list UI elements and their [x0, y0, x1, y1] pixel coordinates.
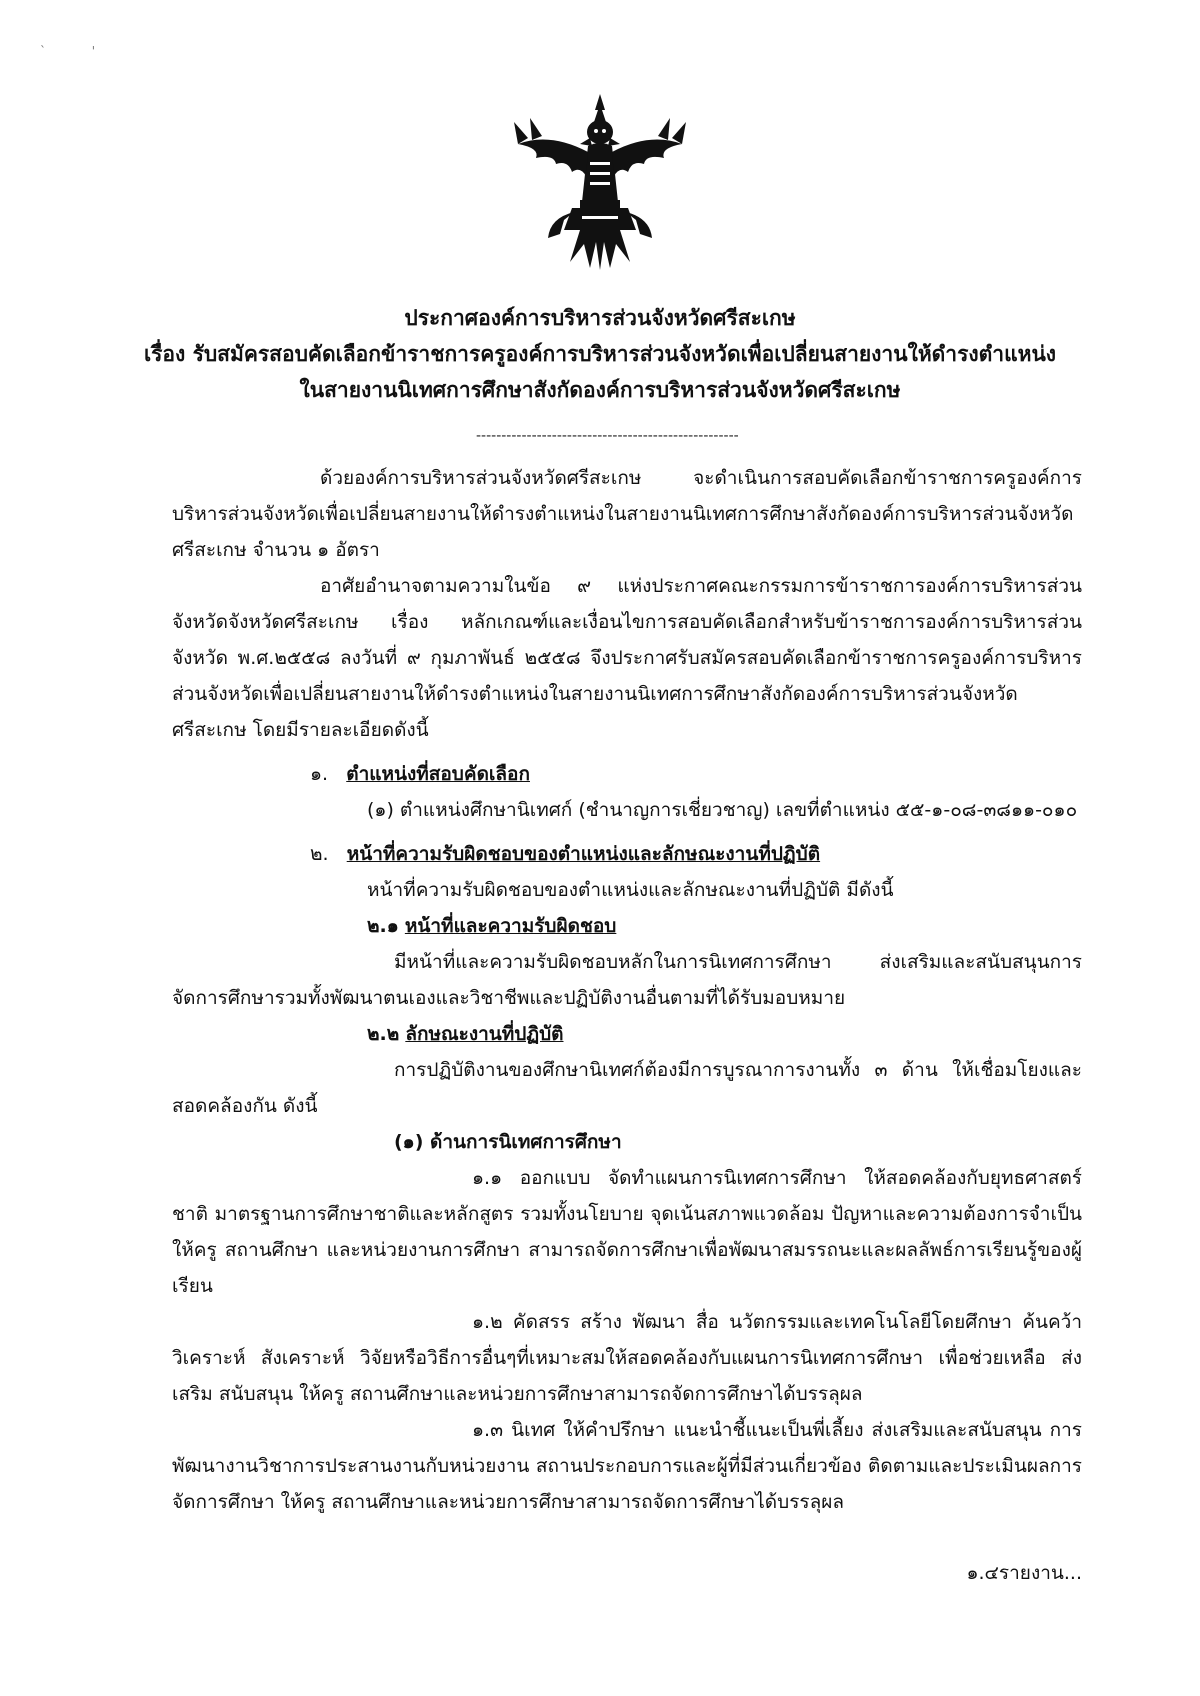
item-1-1: ๑.๑ ออกแบบ จัดทำแผนการนิเทศการศึกษา ให้สอดคล้องกับยุทธศาสตร์ชาติ มาตรฐานการศึกษาชาติและหลักสูตร รวมทั้งนโยบาย จุดเน้นสภาพแวดล้อม ปัญหาและความต้องการจำเป็น ให้ครู สถานศึกษา และหน่วยงานการศึกษา สามารถจัดการศึกษาเพื่อพัฒนาสมรรถนะและผลลัพธ์การเรียนรู้ของผู้เรียน — [172, 1167, 1082, 1297]
item-1-3: ๑.๓ นิเทศ ให้คำปรึกษา แนะนำชี้แนะเป็นพี่เลี้ยง ส่งเสริมและสนับสนุน การพัฒนางานวิชาการประสานงานกับหน่วยงาน สถานประกอบการและผู้ที่มีส่วนเกี่ยวข้อง ติดตามและประเมินผลการจัดการศึกษา ให้ครู สถานศึกษาและหน่วยการศึกษาสามารถจัดการศึกษาได้บรรลุผล — [172, 1419, 1082, 1513]
section-1-number: ๑. — [310, 763, 329, 785]
section-2-heading — [172, 836, 1082, 872]
section-1-title: ตำแหน่งที่สอบคัดเลือก — [346, 763, 530, 785]
announcement-title: ประกาศองค์การบริหารส่วนจังหวัดศรีสะเกษ — [404, 306, 796, 330]
section-2-number: ๒. — [310, 843, 329, 865]
section-2-2-number: ๒.๒ — [367, 1023, 400, 1045]
item-1-2: ๑.๒ คัดสรร สร้าง พัฒนา สื่อ นวัตกรรมและเทคโนโลยีโดยศึกษา ค้นคว้า วิเคราะห์ สังเคราะห์ วิจัยหรือวิธีการอื่นๆที่เหมาะสมให้สอดคล้องกับแผนการนิเทศการศึกษา เพื่อช่วยเหลือ ส่งเสริม สนับสนุน ให้ครู สถานศึกษาและหน่วยการศึกษาสามารถจัดการศึกษาได้บรรลุผล — [172, 1311, 1082, 1405]
section-2-1-text: มีหน้าที่และความรับผิดชอบหลักในการนิเทศการศึกษา ส่งเสริมและสนับสนุนการจัดการศึกษารวมทั้งพัฒนาตนเองและวิชาชีพและปฏิบัติงานอื่นตามที่ได้รับมอบหมาย — [172, 951, 1082, 1009]
section-2-2-heading — [172, 1016, 1082, 1052]
section-2-2-title: ลักษณะงานที่ปฏิบัติ — [405, 1023, 564, 1045]
section-2-title: หน้าที่ความรับผิดชอบของตำแหน่งและลักษณะงานที่ปฏิบัติ — [346, 843, 821, 865]
section-2-1-heading — [172, 908, 1082, 944]
announcement-heading — [0, 300, 1200, 408]
section-2-2-text: การปฏิบัติงานของศึกษานิเทศก์ต้องมีการบูรณาการงานทั้ง ๓ ด้าน ให้เชื่อมโยงและสอดคล้องกัน ดังนี้ — [172, 1059, 1082, 1117]
section-2-lead: หน้าที่ความรับผิดชอบของตำแหน่งและลักษณะงานที่ปฏิบัติ มีดังนี้ — [367, 879, 894, 901]
heading-divider: ---------------------------------------------------- — [476, 428, 739, 444]
section-1-heading — [172, 756, 1082, 792]
document-body — [172, 460, 1082, 1520]
section-2-1-number: ๒.๑ — [367, 915, 399, 937]
aspect-1-heading: (๑) ด้านการนิเทศการศึกษา — [394, 1131, 622, 1153]
announcement-subject-line-1: เรื่อง รับสมัครสอบคัดเลือกข้าราชการครูองค์การบริหารส่วนจังหวัดเพื่อเปลี่ยนสายงานให้ดำรงตำแหน่ง — [143, 342, 1057, 366]
continuation-marker: ๑.๔รายงาน... — [966, 1562, 1082, 1584]
intro-paragraph-2: อาศัยอำนาจตามความในข้อ ๙ แห่งประกาศคณะกรรมการข้าราชการองค์การบริหารส่วนจังหวัดจังหวัดศรีสะเกษ เรื่อง หลักเกณฑ์และเงื่อนไขการสอบคัดเลือกสำหรับข้าราชการองค์การบริหารส่วนจังหวัด พ.ศ.๒๕๕๘ ลงวันที่ ๙ กุมภาพันธ์ ๒๕๕๘ จึงประกาศรับสมัครสอบคัดเลือกข้าราชการครูองค์การบริหารส่วนจังหวัดเพื่อเปลี่ยนสายงานให้ดำรงตำแหน่งในสายงานนิเทศการศึกษาสังกัดองค์การบริหารส่วนจังหวัดศรีสะเกษ โดยมีรายละเอียดดังนี้ — [172, 575, 1082, 741]
intro-paragraph-1: ด้วยองค์การบริหารส่วนจังหวัดศรีสะเกษ จะดำเนินการสอบคัดเลือกข้าราชการครูองค์การบริหารส่วนจังหวัดเพื่อเปลี่ยนสายงานให้ดำรงตำแหน่งในสายงานนิเทศการศึกษาสังกัดองค์การบริหารส่วนจังหวัดศรีสะเกษ จำนวน ๑ อัตรา — [172, 467, 1082, 561]
garuda-emblem-icon — [510, 92, 690, 272]
announcement-subject-line-2: ในสายงานนิเทศการศึกษาสังกัดองค์การบริหารส่วนจังหวัดศรีสะเกษ — [299, 378, 901, 402]
scan-specks: ` ' — [40, 44, 96, 58]
section-2-1-title: หน้าที่และความรับผิดชอบ — [404, 915, 617, 937]
section-1-item: (๑) ตำแหน่งศึกษานิเทศก์ (ชำนาญการเชี่ยวชาญ) เลขที่ตำแหน่ง ๕๕-๑-๐๘-๓๘๑๑-๐๑๐ — [367, 799, 1078, 821]
